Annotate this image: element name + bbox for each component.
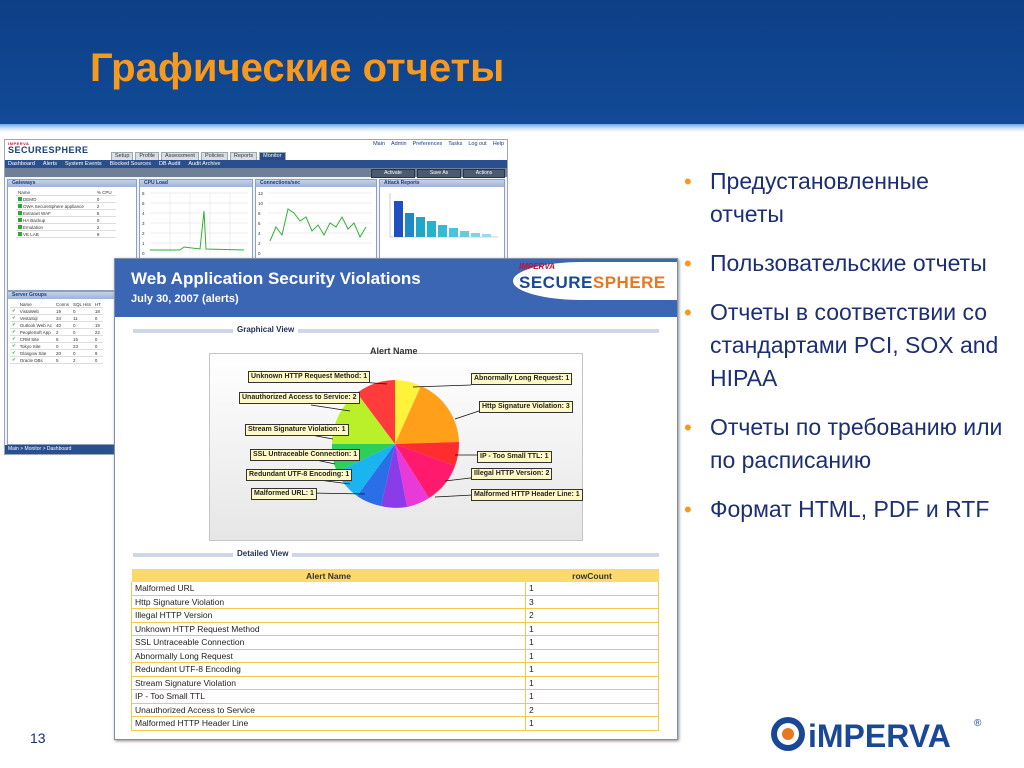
tab-profile[interactable]: Profile	[135, 152, 159, 161]
connections-title: Connections/sec	[256, 180, 376, 187]
status-square-icon	[18, 232, 22, 236]
cpu-load-title: CPU Load	[140, 180, 252, 187]
table-row[interactable]: Malformed URL 1	[132, 582, 659, 595]
link-logout[interactable]: Log out	[468, 141, 487, 147]
conn-tick: 8	[258, 211, 261, 216]
cpu-tick: 1	[142, 241, 145, 246]
table-row[interactable]: ✔ Glasgow Site 20 0 9	[10, 350, 103, 357]
check-icon: ✔	[12, 315, 16, 320]
col-name: Name	[18, 301, 54, 308]
gateways-table	[16, 189, 116, 238]
table-row[interactable]: Malformed HTTP Header Line 1	[132, 717, 659, 731]
status-square-icon	[18, 218, 22, 222]
activate-button[interactable]: Activate	[371, 169, 415, 178]
conn-tick: 12	[258, 191, 264, 196]
connections-graph	[256, 187, 376, 257]
link-admin[interactable]: Admin	[391, 141, 407, 147]
actions-button[interactable]: Actions	[463, 169, 505, 178]
table-row[interactable]: ✔ VestaSql 34 11 0	[10, 315, 103, 322]
report-title: Web Application Security Violations	[131, 269, 421, 288]
tab-policies[interactable]: Policies	[201, 152, 228, 161]
col-cpu: % CPU	[95, 189, 116, 196]
col-alert-name: Alert Name	[132, 569, 526, 582]
attack-reports-panel	[379, 179, 505, 259]
table-row[interactable]: Illegal HTTP Version 2	[132, 609, 659, 623]
status-square-icon	[18, 225, 22, 229]
col-conns: Conns	[55, 301, 69, 307]
table-row[interactable]: Emulation 2	[16, 224, 116, 231]
check-icon: ✔	[12, 357, 16, 362]
nav-db-audit[interactable]: DB Audit	[158, 161, 181, 167]
callout-label: Stream Signature Violation: 1	[245, 424, 349, 436]
slide-title: Графические отчеты	[90, 46, 505, 90]
console-top-links	[373, 141, 504, 147]
bullet-item: • Отчеты по требованию или по расписанию	[684, 411, 1004, 477]
console-subnav	[5, 160, 507, 168]
graphical-view-label: Graphical View	[233, 325, 298, 334]
table-row[interactable]: Http Signature Violation 3	[132, 595, 659, 609]
detailed-view-section	[133, 549, 659, 560]
report-logo-small: IMPERVA	[519, 262, 555, 271]
callout-label: Unknown HTTP Request Method: 1	[248, 371, 370, 383]
link-help[interactable]: Help	[492, 141, 504, 147]
bullet-item: • Формат HTML, PDF и RTF	[684, 493, 1004, 526]
bullet-dot-icon: •	[684, 497, 692, 522]
callout-label: Illegal HTTP Version: 2	[471, 468, 552, 480]
page-number: 13	[30, 730, 46, 746]
bullet-dot-icon: •	[684, 415, 692, 440]
header-strip	[0, 124, 1024, 132]
table-row[interactable]: ✔ VistaWeb 19 0 18	[10, 308, 103, 315]
table-row[interactable]: DEMO 0	[16, 196, 116, 203]
logo-text: iMPERVA	[808, 718, 951, 754]
status-square-icon	[18, 204, 22, 208]
tab-reports[interactable]: Reports	[230, 152, 257, 161]
callout-label: Http Signature Violation: 3	[479, 401, 573, 413]
pie-chart	[115, 259, 677, 559]
table-row[interactable]: IP - Too Small TTL 1	[132, 690, 659, 704]
callout-label: Unauthorized Access to Service: 2	[239, 392, 360, 404]
table-row[interactable]: ✔ CRM Site 6 15 0	[10, 336, 103, 343]
link-preferences[interactable]: Preferences	[412, 141, 443, 147]
table-row[interactable]: ✔ PeopleSoft App 2 0 22	[10, 329, 103, 336]
report-subtitle: July 30, 2007 (alerts)	[131, 293, 239, 305]
table-row[interactable]: Extranet WAF 5	[16, 210, 116, 217]
table-row[interactable]: Unauthorized Access to Service 2	[132, 703, 659, 717]
callout-label: Malformed URL: 1	[251, 488, 317, 500]
tab-assessment[interactable]: Assessment	[161, 152, 199, 161]
console-status-bar: Main > Monitor > Dashboard	[5, 445, 508, 454]
check-icon: ✔	[12, 308, 16, 313]
cpu-tick: 5	[142, 201, 145, 206]
pie-chart-title: Alert Name	[370, 346, 418, 356]
callout-label: IP - Too Small TTL: 1	[477, 451, 552, 463]
conn-tick: 10	[258, 201, 264, 206]
conn-tick: 4	[258, 231, 261, 236]
report-logo-main: SECURESPHERE	[519, 273, 666, 292]
conn-tick: 6	[258, 221, 261, 226]
table-row[interactable]: ✔ Tokyo Site 0 23 0	[10, 343, 103, 350]
conn-tick: 2	[258, 241, 261, 246]
bullet-item: • Пользовательские отчеты	[684, 247, 1004, 280]
console-brand-name: SECURESPHERE	[8, 145, 89, 155]
nav-blocked-sources[interactable]: Blocked Sources	[109, 161, 151, 167]
console-topbar	[5, 140, 507, 160]
check-icon: ✔	[12, 336, 16, 341]
server-groups-title: Server Groups	[8, 292, 136, 299]
table-row[interactable]: OWA SecureSphere appliance 2	[16, 203, 116, 210]
callout-label: Abnormally Long Request: 1	[471, 373, 572, 385]
imperva-logo	[768, 712, 988, 756]
save-as-button[interactable]: Save As	[417, 169, 461, 178]
table-row[interactable]: ✔ Outlook Web Ac 40 0 19	[10, 322, 103, 329]
col-sql-hits: SQL Hits	[72, 301, 91, 307]
status-square-icon	[18, 197, 22, 201]
col-name: Name	[16, 189, 95, 196]
check-icon: ✔	[12, 322, 16, 327]
tab-setup[interactable]: Setup	[111, 152, 133, 161]
detailed-view-label: Detailed View	[233, 549, 292, 558]
attack-reports-title: Attack Reports	[380, 180, 504, 187]
col-ht: HT	[94, 301, 101, 307]
table-row[interactable]: Unknown HTTP Request Method 1	[132, 622, 659, 636]
col-row-count: rowCount	[526, 569, 659, 582]
connections-panel	[255, 179, 377, 259]
nav-audit-archive[interactable]: Audit Archive	[188, 161, 221, 167]
bullet-dot-icon: •	[684, 251, 692, 276]
link-main[interactable]: Main	[373, 141, 386, 147]
server-groups-table	[10, 301, 103, 364]
bullet-dot-icon: •	[684, 169, 692, 194]
attack-reports-graph	[380, 187, 504, 257]
cpu-load-graph	[140, 187, 252, 257]
tab-monitor[interactable]: Monitor	[259, 152, 285, 161]
cpu-tick: 3	[142, 221, 145, 226]
check-icon: ✔	[12, 329, 16, 334]
table-row[interactable]: VE LAB 9	[16, 231, 116, 238]
table-row[interactable]: Abnormally Long Request 1	[132, 649, 659, 663]
nav-dashboard[interactable]: Dashboard	[8, 161, 35, 167]
cpu-tick: 6	[142, 191, 145, 196]
bullet-list	[684, 165, 1004, 542]
bullet-item: • Предустановленные отчеты	[684, 165, 1004, 231]
table-row[interactable]: ✔ Oracle DBs 5 2 0	[10, 357, 103, 364]
cpu-tick: 2	[142, 231, 145, 236]
check-icon: ✔	[12, 343, 16, 348]
status-square-icon	[18, 211, 22, 215]
table-row[interactable]: Stream Signature Violation 1	[132, 676, 659, 690]
console-brand	[8, 141, 89, 155]
callout-label: Malformed HTTP Header Line: 1	[471, 489, 583, 501]
console-brand-small: IMPERVA	[8, 141, 30, 146]
link-tasks[interactable]: Tasks	[448, 141, 463, 147]
bullet-dot-icon: •	[684, 300, 692, 325]
check-icon: ✔	[12, 350, 16, 355]
bullet-item: • Отчеты в соответствии со стандартами PCI, SOX and HIPAA	[684, 296, 1004, 395]
callout-label: SSL Untraceable Connection: 1	[250, 449, 360, 461]
nav-alerts[interactable]: Alerts	[42, 161, 57, 167]
callout-label: Redundant UTF-8 Encoding: 1	[246, 469, 352, 481]
cpu-tick: 0	[142, 251, 145, 256]
detailed-table	[131, 569, 659, 731]
logo-registered: ®	[974, 718, 982, 729]
cpu-tick: 4	[142, 211, 145, 216]
nav-system-events[interactable]: System Events	[64, 161, 102, 167]
table-row[interactable]: SSL Untraceable Connection 1	[132, 636, 659, 650]
conn-tick: 0	[258, 251, 261, 256]
gateways-title: Gateways	[8, 180, 136, 187]
table-row[interactable]: Redundant UTF-8 Encoding 1	[132, 663, 659, 677]
cpu-load-panel	[139, 179, 253, 259]
table-row[interactable]: HA Backup 0	[16, 217, 116, 224]
report-window	[114, 258, 678, 740]
